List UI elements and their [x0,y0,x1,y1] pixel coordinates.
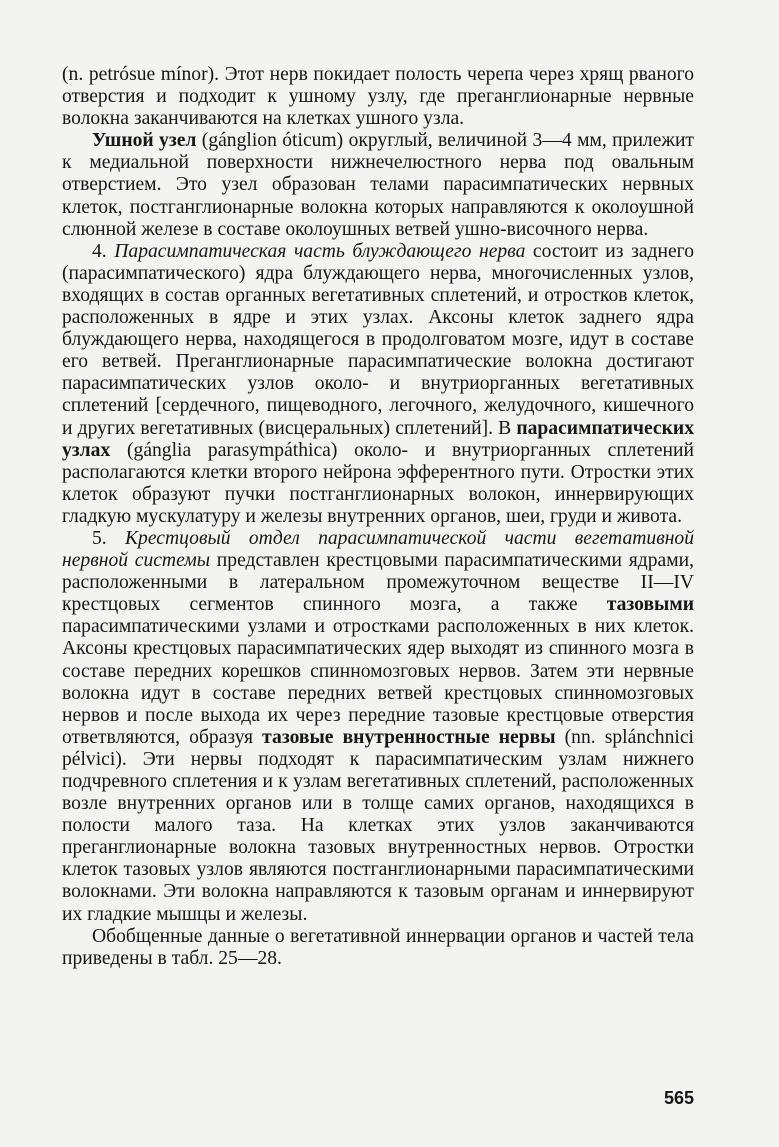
text-run: состоит из заднего (парасимпатического) ядра блуждающего нерва, многочисленных узлов, входящих в состав органных вегетативных сплетений, и отростков клеток, расположенных в ядре и этих узлах. Аксоны клеток заднего ядра блуждающего нерва, находящегося в продолговатом мозге, идут в составе его ветвей. Преганглионарные парасимпатические волокна достигают парасимпатических узлов около- и внутриорганных вегетативных сплетений [сердечного, пищеводного, легочного, желудочного, кишечного и других вегетативных (висцеральных) сплетений]. В [62,240,695,439]
term-pelvic-splanchnic-nerves: тазовые внутренностные нервы [262,726,556,748]
section-heading-sacral: Крестцовый отдел парасимпатической части вегетативной нервной системы [62,527,695,572]
paragraph-vagus-parasympathetic [62,241,694,528]
text-run: Обобщенные данные о вегетативной иннервации органов и частей тела приведены в табл. 25—28. [62,925,694,969]
term-pelvic: тазовыми [606,594,694,616]
list-number: 5. [92,527,126,549]
text-run: (n. petrósue mínor). Этот нерв покидает полость черепа через хрящ рваного отверстия и подходит к ушному узлу, где преганглионарные нервные волокна заканчиваются на клетках ушного узла. [62,64,694,130]
text-run: парасимпатическими узлами и отростками расположенных в них клеток. Аксоны крестцовых парасимпатических ядер выходят из спинного мозга в составе передних корешков спинномозговых нервов. Затем эти нервные волокна идут в составе передних ветвей крестцовых спинномозговых нервов и после выхода их через передние тазовые крестцовые отверстия ответвляются, образуя [62,616,694,748]
text-run: представлен крестцовыми парасимпатическими ядрами, расположенными в латеральном промежуточном веществе II—IV крестцовых сегментов спинного мозга, а также [62,550,694,616]
term-otic-ganglion: Ушной узел [92,130,197,152]
body-text [62,64,694,970]
text-run: (gánglia parasympáthica) около- и внутриорганных сплетений располагаются клетки второго нейрона эфферентного пути. Отростки этих клеток образуют пучки постганглионарных волокон, иннервирующих гладкую мускулатуру и железы внутренних органов, шеи, груди и живота. [62,439,694,527]
text-run: (nn. splánchnici pélvici). Эти нервы подходят к парасимпатическим узлам нижнего подчревного сплетения и к узлам вегетативных сплетений, расположенных возле внутренних органов или в толще самих органов, находящихся в полости малого таза. На клетках этих узлов заканчиваются преганглионарные волокна тазовых внутренностных нервов. Отростки клеток тазовых узлов являются постганглионарными парасимпатическими волокнами. Эти волокна направляются к тазовым органам и иннервируют их гладкие мышцы и железы. [62,726,694,925]
paragraph-otic-ganglion [62,130,694,240]
paragraph-continuation [62,64,694,130]
page-number: 565 [663,1088,694,1108]
section-heading-vagus: Парасимпатическая часть блуждающего нерва [114,240,526,262]
text-run: (gánglion óticum) округлый, величиной 3—4 мм, прилежит к медиальной поверхности нижнечелюстного нерва под овальным отверстием. Это узел образован телами парасимпатических нервных клеток, постганглионарные волокна которых направляются к околоушной слюнной железе в составе околоушных ветвей ушно-височного нерва. [62,130,694,240]
paragraph-summary [62,926,694,970]
paragraph-sacral-division [62,528,694,926]
list-number: 4. [92,240,115,262]
term-parasympathetic-ganglia: парасимпатических узлах [62,417,694,461]
